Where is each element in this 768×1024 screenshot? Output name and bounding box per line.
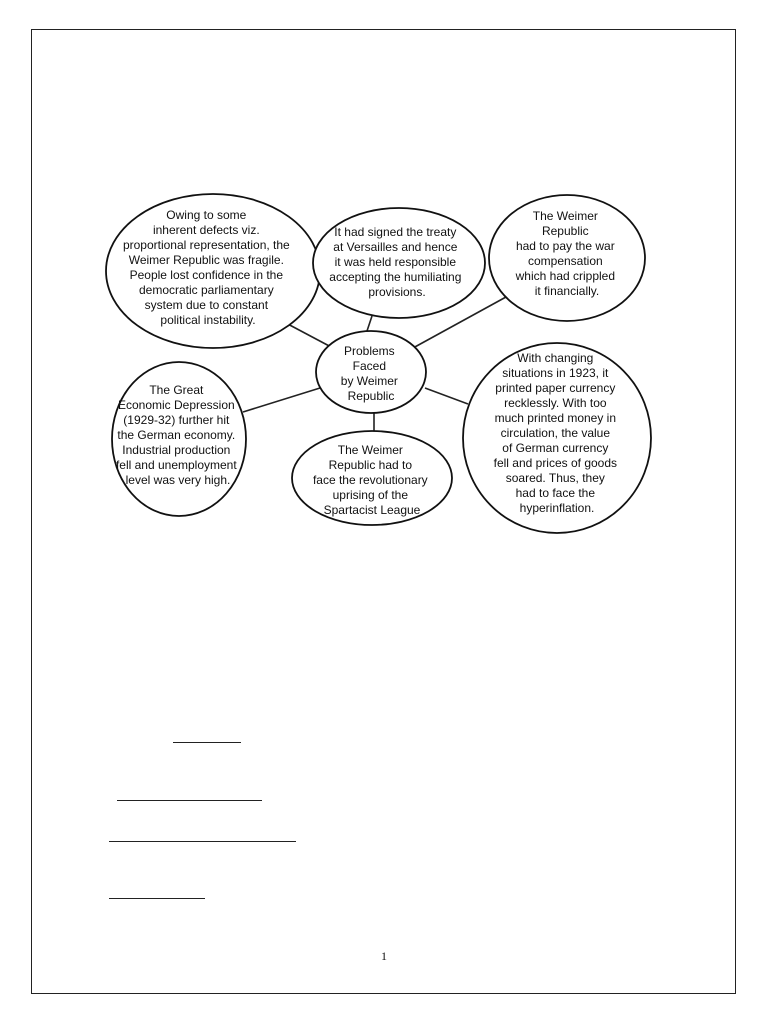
- node-line: which had crippled: [515, 269, 616, 283]
- node-line: provisions.: [368, 285, 426, 299]
- node-line: circulation, the value: [500, 426, 611, 440]
- node-line: The Weimer: [532, 209, 598, 223]
- node-line: Industrial production: [122, 443, 231, 457]
- node-line: Republic had to: [328, 458, 413, 472]
- connector-hyperinflation: [425, 388, 468, 404]
- node-line: printed paper currency: [495, 381, 616, 395]
- blank-line-1: [173, 742, 241, 743]
- node-line: proportional representation, the: [122, 238, 290, 252]
- node-line: soared. Thus, they: [505, 471, 605, 485]
- node-line: the German economy.: [117, 428, 236, 442]
- svg-text:Problems Faced by: [341, 344, 401, 403]
- node-line: had to pay the war: [515, 239, 615, 253]
- mindmap-node-depression: [112, 362, 246, 516]
- node-line: much printed money in: [494, 411, 617, 425]
- blank-line-2: [117, 800, 262, 801]
- node-line: Owing to some: [166, 208, 247, 222]
- node-line: fell and prices of goods: [493, 456, 618, 470]
- node-line: fell and unemployment: [115, 458, 237, 472]
- mindmap-node-war-compensation: [489, 195, 645, 321]
- node-line: hyperinflation.: [519, 501, 595, 515]
- node-line: situations in 1923, it: [502, 366, 609, 380]
- node-line: system due to constant: [144, 298, 269, 312]
- node-line: The Great: [149, 383, 204, 397]
- center-line: Faced: [352, 359, 387, 373]
- mindmap-node-versailles: [313, 208, 485, 318]
- node-line: uprising of the: [332, 488, 409, 502]
- node-line: compensation: [527, 254, 603, 268]
- node-line: inherent defects viz.: [152, 223, 260, 237]
- center-line: by Weimer: [340, 374, 398, 388]
- center-line: Republic: [347, 389, 395, 403]
- center-line: Problems: [343, 344, 395, 358]
- blank-line-4: [109, 898, 205, 899]
- blank-line-3: [109, 841, 296, 842]
- node-line: of German currency: [502, 441, 609, 455]
- node-line: With changing: [517, 351, 594, 365]
- connector-fragile: [284, 322, 333, 348]
- mindmap-node-spartacist: [292, 431, 452, 525]
- node-line: It had signed the treaty: [334, 225, 457, 239]
- connector-depression: [243, 388, 320, 412]
- mindmap-node-fragile: [106, 194, 320, 348]
- mindmap-node-hyperinflation: [463, 343, 651, 533]
- node-line: had to face the: [515, 486, 596, 500]
- node-line: at Versailles and hence: [333, 240, 458, 254]
- svg-text:The Great Economic Depre: [116, 383, 240, 487]
- node-line: democratic parliamentary: [138, 283, 274, 297]
- node-line: Spartacist League: [323, 503, 421, 517]
- page-number: 1: [381, 949, 387, 963]
- node-line: Republic: [541, 224, 589, 238]
- node-line: it was held responsible: [334, 255, 457, 269]
- node-line: Weimer Republic was fragile.: [128, 253, 284, 267]
- node-line: level was very high.: [125, 473, 231, 487]
- node-line: it financially.: [534, 284, 600, 298]
- node-line: accepting the humiliating: [329, 270, 462, 284]
- node-line: People lost confidence in the: [129, 268, 284, 282]
- node-line: (1929-32) further hit: [123, 413, 230, 427]
- node-line: Economic Depression: [117, 398, 235, 412]
- mindmap-node-center: [316, 331, 426, 413]
- node-line: recklessly. With too: [504, 396, 607, 410]
- node-line: The Weimer: [337, 443, 403, 457]
- node-line: face the revolutionary: [312, 473, 428, 487]
- node-line: political instability.: [160, 313, 256, 327]
